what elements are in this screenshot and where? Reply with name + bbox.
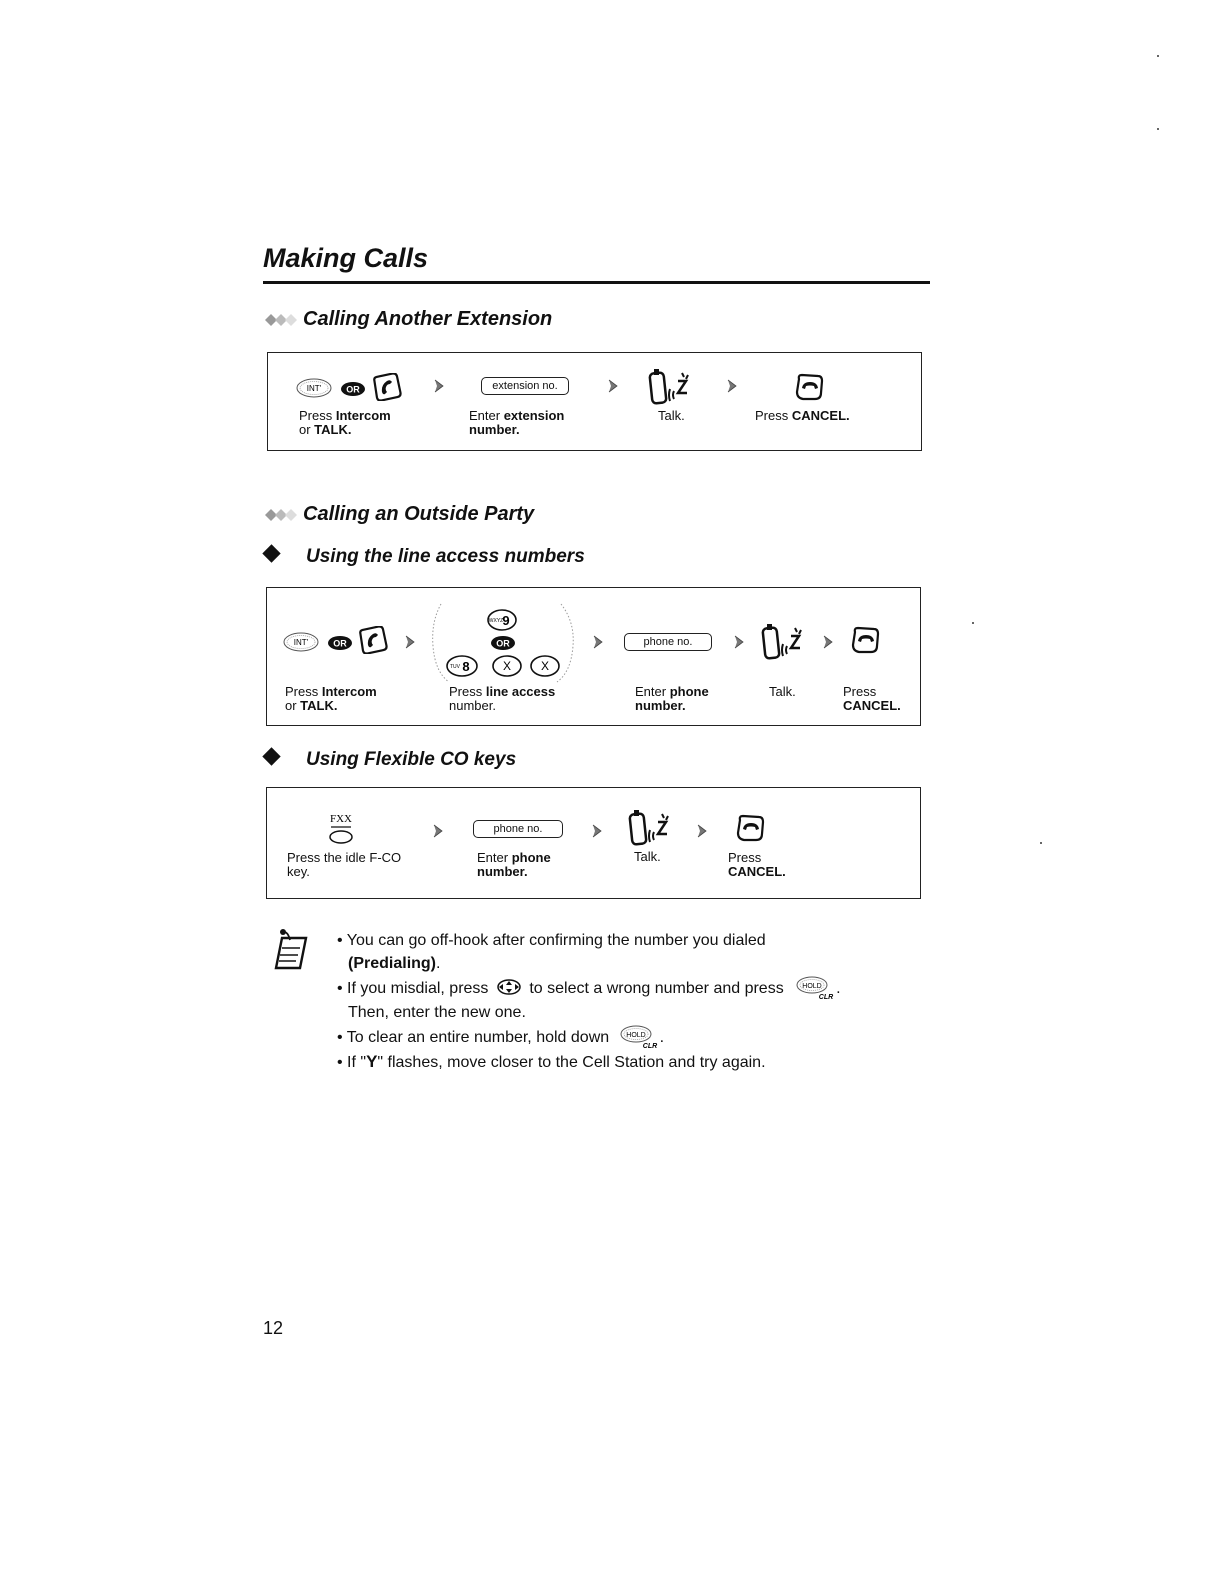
arrow-right-icon bbox=[734, 635, 744, 649]
talk-button-icon[interactable] bbox=[358, 626, 388, 654]
step-caption-press-intercom: Press Intercom or TALK. bbox=[285, 684, 377, 713]
flexible-co-key-icon[interactable] bbox=[323, 810, 359, 846]
handset-talk-icon bbox=[761, 622, 805, 662]
cancel-button-icon[interactable] bbox=[794, 373, 824, 401]
arrow-right-icon bbox=[823, 635, 833, 649]
svg-text:X: X bbox=[540, 659, 550, 673]
page-title: Making Calls bbox=[263, 243, 429, 273]
svg-text:OR: OR bbox=[333, 638, 347, 649]
hold-clr-button-icon bbox=[616, 1024, 660, 1050]
diamond-bullet-icon bbox=[262, 747, 280, 765]
section-bullet-icon bbox=[263, 312, 299, 328]
page-number: 12 bbox=[263, 1318, 284, 1338]
key-x-button[interactable] bbox=[491, 654, 523, 678]
step-caption-talk: Talk. bbox=[634, 849, 661, 864]
scan-speck bbox=[972, 622, 974, 624]
phone-number-display: phone no. bbox=[624, 633, 712, 651]
steps-box-extension bbox=[267, 352, 922, 451]
steps-box-line-access bbox=[266, 587, 921, 726]
note-item-clear: • To clear an entire number, hold down HOLD CLR . bbox=[337, 1024, 841, 1050]
svg-text:X: X bbox=[502, 659, 512, 673]
arrow-right-icon bbox=[433, 824, 443, 838]
arrow-right-icon bbox=[697, 824, 707, 838]
handset-talk-icon bbox=[648, 367, 692, 407]
svg-text:CLR: CLR bbox=[818, 994, 834, 1001]
extension-number-display: extension no. bbox=[481, 377, 569, 395]
svg-text:HOLD: HOLD bbox=[625, 1032, 646, 1039]
step-caption-press-fco: Press the idle F-CO key. bbox=[287, 850, 402, 879]
step-caption-press-intercom: Press Intercom or TALK. bbox=[299, 408, 391, 437]
step-caption-enter-phone: Enter phone number. bbox=[477, 850, 551, 879]
phone-number-display: phone no. bbox=[473, 820, 563, 838]
svg-text:TUV: TUV bbox=[450, 664, 460, 670]
intercom-button-icon[interactable] bbox=[296, 378, 332, 398]
scan-speck bbox=[1040, 842, 1042, 844]
svg-text:FXX: FXX bbox=[329, 813, 353, 825]
arrow-right-icon bbox=[608, 379, 618, 393]
or-badge bbox=[490, 635, 516, 651]
antenna-icon: Y bbox=[366, 1052, 378, 1071]
subheading-line-access: Using the line access numbers bbox=[265, 546, 585, 568]
title-divider bbox=[263, 281, 930, 284]
intercom-button-icon[interactable] bbox=[283, 632, 319, 652]
step-caption-line-access: Press line access number. bbox=[449, 684, 556, 713]
subheading-flexible-co: Using Flexible CO keys bbox=[265, 749, 516, 771]
cancel-button-icon[interactable] bbox=[735, 814, 765, 842]
step-caption-press-cancel: Press CANCEL. bbox=[755, 408, 850, 423]
step-caption-press-cancel: Press CANCEL. bbox=[728, 850, 786, 879]
svg-text:8: 8 bbox=[462, 659, 470, 674]
note-pad-icon bbox=[272, 928, 314, 972]
notes-list bbox=[337, 929, 841, 1074]
step-caption-talk: Talk. bbox=[658, 408, 685, 423]
note-item-antenna: • If "Y" flashes, move closer to the Cell Station and try again. bbox=[337, 1052, 766, 1071]
svg-text:HOLD: HOLD bbox=[802, 983, 822, 990]
talk-button-icon[interactable] bbox=[372, 373, 402, 401]
arrow-right-icon bbox=[727, 379, 737, 393]
key-x-button[interactable] bbox=[529, 654, 561, 678]
note-item-misdial: • If you misdial, press to select a wrong number and press HOLD CLR . Then, enter the new one. bbox=[337, 975, 841, 1024]
cancel-button-icon[interactable] bbox=[850, 626, 880, 654]
section-bullet-icon bbox=[263, 507, 299, 523]
svg-text:WXYZ: WXYZ bbox=[488, 618, 504, 624]
svg-text:OR: OR bbox=[346, 384, 360, 395]
note-item-predialing: • You can go off-hook after confirming the number you dialed (Predialing). bbox=[337, 932, 766, 972]
or-badge bbox=[340, 381, 366, 397]
diamond-bullet-icon bbox=[262, 544, 280, 562]
scan-speck bbox=[1157, 128, 1159, 130]
arrow-right-icon bbox=[405, 635, 415, 649]
steps-box-flexible-co bbox=[266, 787, 921, 899]
step-caption-enter-extension: Enter extension number. bbox=[469, 408, 565, 437]
svg-text:9: 9 bbox=[502, 613, 510, 628]
step-caption-talk: Talk. bbox=[769, 684, 796, 699]
svg-text:CLR: CLR bbox=[642, 1043, 657, 1050]
arrow-right-icon bbox=[592, 824, 602, 838]
step-caption-press-cancel: Press CANCEL. bbox=[843, 684, 901, 713]
key-8-button[interactable] bbox=[445, 654, 479, 678]
handset-talk-icon bbox=[628, 808, 672, 848]
arrow-right-icon bbox=[593, 635, 603, 649]
svg-text:OR: OR bbox=[496, 638, 510, 649]
hold-clr-button-icon bbox=[792, 975, 836, 1001]
section-heading-calling-extension: Calling Another Extension bbox=[263, 308, 552, 331]
section-heading-calling-outside: Calling an Outside Party bbox=[263, 503, 534, 526]
navigator-key-icon bbox=[497, 979, 521, 995]
arrow-right-icon bbox=[434, 379, 444, 393]
step-caption-enter-phone: Enter phone number. bbox=[635, 684, 709, 713]
key-9-button[interactable] bbox=[486, 608, 518, 632]
scan-speck bbox=[1157, 55, 1159, 57]
or-badge bbox=[327, 635, 353, 651]
svg-text:INT': INT' bbox=[306, 384, 322, 393]
svg-text:INT': INT' bbox=[293, 638, 309, 647]
